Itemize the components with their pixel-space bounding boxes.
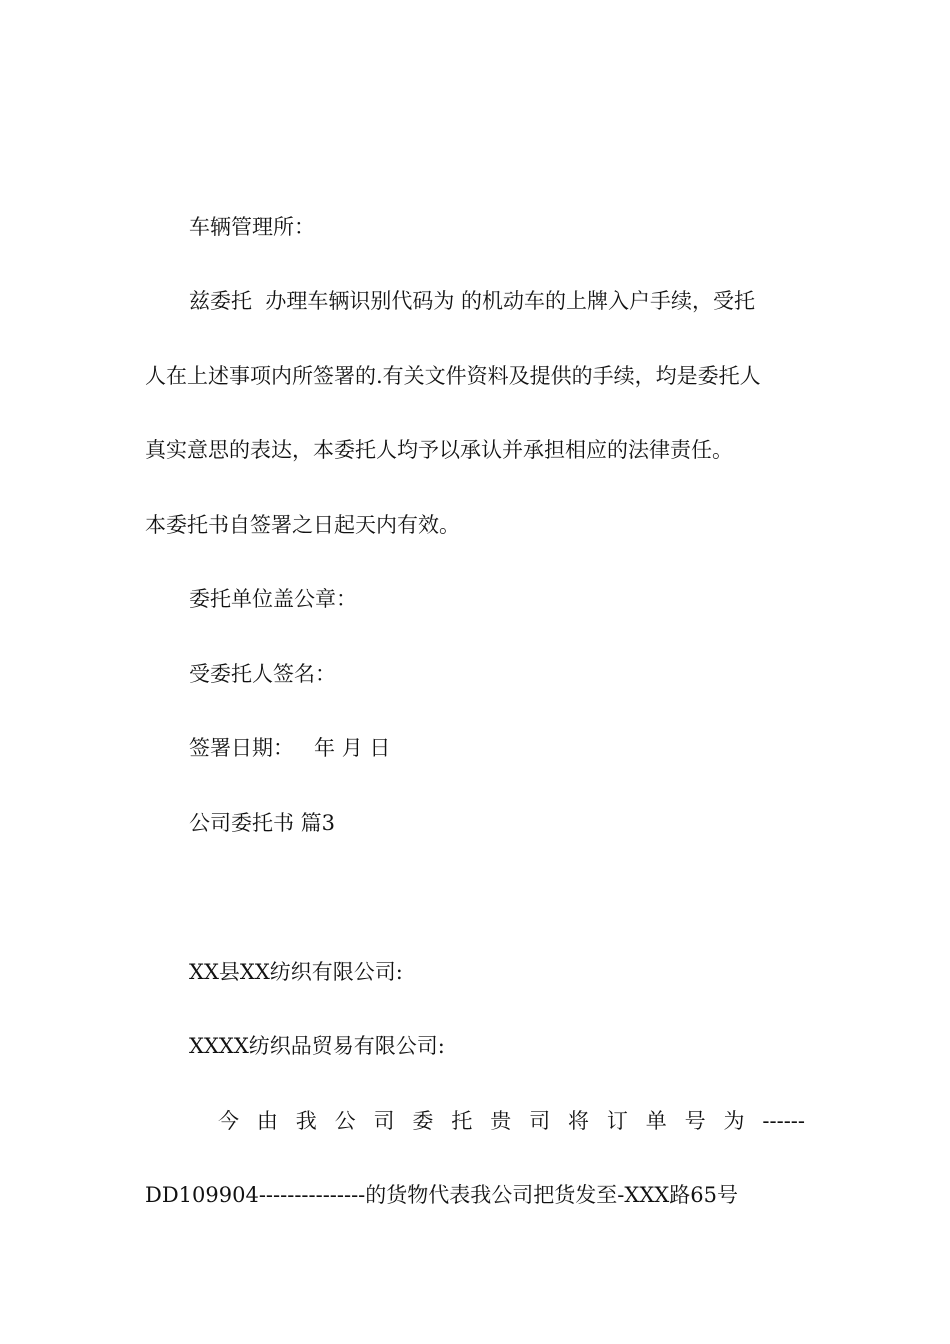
body-paragraph-line: 今由我公司委托贵司将订单号为------ <box>218 1109 805 1133</box>
body-paragraph-line: 兹委托 办理车辆识别代码为 的机动车的上牌入户手续，受托 <box>189 289 756 313</box>
addressee-line: XX县XX纺织有限公司: <box>189 960 403 984</box>
body-paragraph-line: 本委托书自签署之日起天内有效。 <box>145 513 460 537</box>
section-heading: 公司委托书 篇3 <box>189 811 336 835</box>
seal-line: 委托单位盖公章： <box>189 587 357 611</box>
date-line: 签署日期： 年 月 日 <box>189 736 391 760</box>
addressee-line: 车辆管理所： <box>189 215 315 239</box>
body-paragraph-line: 人在上述事项内所签署的.有关文件资料及提供的手续，均是委托人 <box>145 364 761 388</box>
addressee-line: XXXX纺织品贸易有限公司: <box>189 1034 445 1058</box>
body-paragraph-line: DD109904---------------的货物代表我公司把货发至-XXX路65号 <box>145 1183 738 1207</box>
body-paragraph-line: 真实意思的表达，本委托人均予以承认并承担相应的法律责任。 <box>145 438 733 462</box>
signature-line: 受委托人签名： <box>189 662 336 686</box>
